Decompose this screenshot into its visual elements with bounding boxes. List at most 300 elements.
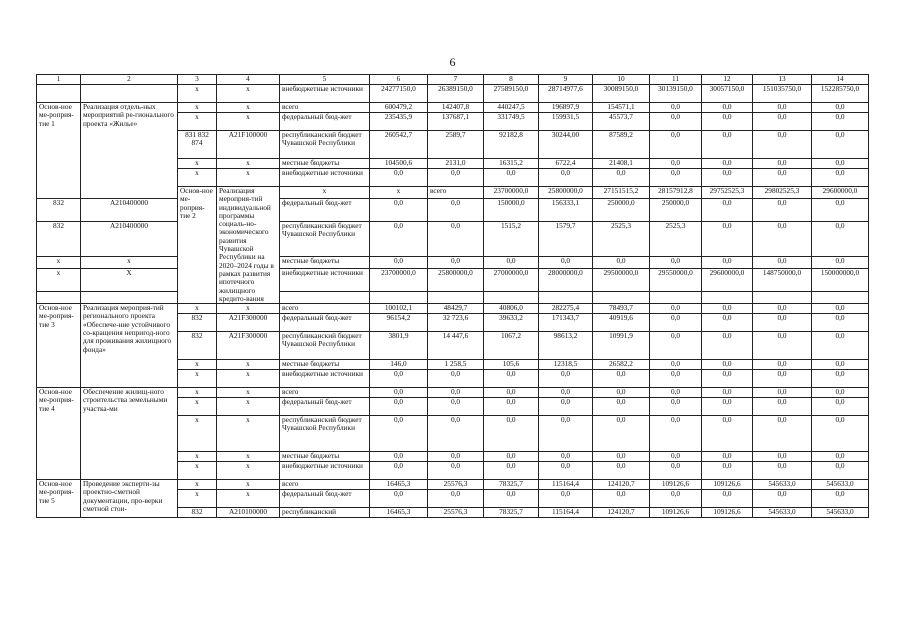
amount-cell: 0,0 [753,113,812,131]
header-cell: 13 [753,75,812,85]
budget-code-cell: x [217,85,280,103]
funding-source-cell: федеральный бюд-жет [280,398,370,416]
amount-cell: 0,0 [753,314,812,332]
amount-cell: 104500,6 [370,159,428,169]
amount-cell: 0,0 [370,398,428,416]
amount-cell: 0,0 [650,332,702,360]
header-cell: 12 [702,75,753,85]
amount-cell: 25576,3 [428,480,484,490]
budget-code-cell: x [217,480,280,490]
header-cell: 10 [593,75,650,85]
amount-cell: 0,0 [428,452,484,462]
table-row [37,256,869,268]
funding-source-cell: внебюджетные источники [280,169,370,187]
budget-code-cell: x [217,490,280,508]
amount-cell: 0,0 [812,388,869,398]
amount-cell: 0,0 [650,398,702,416]
amount-cell: 250000,0 [593,199,650,221]
amount-cell: 16465,3 [370,508,428,518]
activity-label-cell: Основ-ное ме-роприя-тие 3 [37,304,81,388]
amount-cell: 0,0 [812,304,869,314]
amount-cell: 137687,1 [428,113,484,131]
table-row [37,199,869,221]
amount-cell: 0,0 [812,332,869,360]
amount-cell: 98613,2 [539,332,593,360]
amount-cell: 0,0 [753,462,812,480]
amount-cell: 16465,3 [370,480,428,490]
page-number: 6 [449,55,456,69]
amount-cell: 32 723,6 [428,314,484,332]
funding-source-cell: республиканский бюджет Чувашской Республики [280,131,370,159]
amount-cell: 27589150,0 [484,85,539,103]
header-cell: 14 [812,75,869,85]
amount-cell: 0,0 [753,452,812,462]
amount-cell: 29550000,0 [650,269,702,291]
amount-cell: 25576,3 [428,508,484,518]
admin-code-cell: 832 [37,199,81,221]
budget-code-cell: x [217,103,280,113]
funding-source-cell: всего [280,103,370,113]
amount-cell: 331749,5 [484,113,539,131]
amount-cell: 171343,7 [539,314,593,332]
admin-code-cell: x [178,159,217,169]
admin-code-cell [37,291,81,304]
amount-cell: 27151515,2 [593,187,650,199]
amount-cell: 0,0 [753,221,812,256]
admin-code-cell: x [178,480,217,490]
amount-cell: 0,0 [428,388,484,398]
amount-cell: 0,0 [370,462,428,480]
amount-cell: 156333,1 [539,199,593,221]
amount-cell: 14 447,6 [428,332,484,360]
amount-cell: 30089150,0 [593,85,650,103]
header-cell: 4 [217,75,280,85]
amount-cell: 3801,9 [370,332,428,360]
amount-cell: 0,0 [753,490,812,508]
amount-cell: 0,0 [812,360,869,370]
admin-code-cell: 832 [37,221,81,256]
admin-code-cell: 832 [178,508,217,518]
amount-cell: 0,0 [753,370,812,388]
amount-cell: 0,0 [539,462,593,480]
amount-cell: 78325,7 [484,480,539,490]
admin-code-cell: x [178,169,217,187]
amount-cell: 0,0 [753,103,812,113]
amount-cell: 0,0 [702,388,753,398]
amount-cell: 105,6 [484,360,539,370]
amount-cell: 0,0 [539,416,593,452]
amount-cell: 1515,2 [484,221,539,256]
budget-code-cell: x [217,462,280,480]
amount-cell: 0,0 [702,256,753,268]
amount-cell: 26582,2 [593,360,650,370]
amount-cell: 30244,00 [539,131,593,159]
admin-code-cell: x [280,187,370,199]
amount-cell [753,291,812,304]
amount-cell: 124120,7 [593,508,650,518]
admin-code-cell: 832 [178,332,217,360]
amount-cell: 0,0 [753,360,812,370]
amount-cell [812,291,869,304]
amount-cell: 0,0 [539,169,593,187]
amount-cell: 0,0 [753,332,812,360]
amount-cell: 0,0 [812,159,869,169]
table-row [37,291,869,304]
amount-cell: 0,0 [753,304,812,314]
admin-code-cell: x [178,398,217,416]
amount-cell: 0,0 [484,490,539,508]
admin-code-cell: x [37,269,81,291]
funding-source-cell: всего [280,480,370,490]
funding-source-cell: внебюджетные источники [280,462,370,480]
funding-source-cell: федеральный бюд-жет [280,314,370,332]
amount-cell [428,291,484,304]
amount-cell: 0,0 [702,314,753,332]
amount-cell: 0,0 [484,398,539,416]
amount-cell: 0,0 [812,221,869,256]
amount-cell [650,291,702,304]
table-row [37,269,869,291]
amount-cell: 10991,9 [593,332,650,360]
amount-cell: 45573,7 [593,113,650,131]
amount-cell: 2131,0 [428,159,484,169]
amount-cell: 1579,7 [539,221,593,256]
amount-cell: 0,0 [812,398,869,416]
amount-cell: 142407,8 [428,103,484,113]
admin-code-cell: x [178,304,217,314]
amount-cell: 0,0 [593,490,650,508]
funding-source-cell: внебюджетные источники [280,269,370,291]
amount-cell: 0,0 [650,103,702,113]
amount-cell: 0,0 [650,416,702,452]
amount-cell: 25800000,0 [539,187,593,199]
amount-cell: 250000,0 [650,199,702,221]
amount-cell: 30139150,0 [650,85,702,103]
amount-cell: 146,0 [370,360,428,370]
admin-code-cell: x [178,360,217,370]
activity-description-cell: Реализация мероприя-тий регионального проекта «Обеспече-ние устойчивого со-кращения непригод-ного для проживания жилищного фонда» [81,304,178,388]
amount-cell: 0,0 [650,304,702,314]
amount-cell: 2525,3 [593,221,650,256]
admin-code-cell: x [178,85,217,103]
budget-code-cell: x [217,304,280,314]
amount-cell: 0,0 [370,169,428,187]
amount-cell: 28714977,6 [539,85,593,103]
amount-cell: 1 258,5 [428,360,484,370]
admin-code-cell: x [178,370,217,388]
amount-cell: 115164,4 [539,480,593,490]
amount-cell: 0,0 [702,360,753,370]
table-row [37,388,869,398]
amount-cell: 545633,0 [812,508,869,518]
funding-source-cell: республиканский [280,508,370,518]
amount-cell: 0,0 [702,370,753,388]
amount-cell: 150000000,0 [812,269,869,291]
amount-cell: 0,0 [702,221,753,256]
amount-cell: 0,0 [650,314,702,332]
amount-cell: 0,0 [484,256,539,268]
amount-cell [593,291,650,304]
amount-cell: 0,0 [702,113,753,131]
amount-cell: 0,0 [593,169,650,187]
amount-cell: 545633,0 [753,508,812,518]
table-row [37,85,869,103]
amount-cell: 0,0 [650,360,702,370]
amount-cell: 0,0 [593,370,650,388]
amount-cell: 96154,2 [370,314,428,332]
amount-cell: 0,0 [370,490,428,508]
amount-cell: 0,0 [539,398,593,416]
table-row [37,480,869,490]
amount-cell: 0,0 [812,256,869,268]
amount-cell: 545633,0 [812,480,869,490]
header-cell: 2 [81,75,178,85]
amount-cell: 0,0 [702,490,753,508]
table-row [37,221,869,256]
amount-cell: 0,0 [428,169,484,187]
activity-description-cell: Обеспечение жилищ-ного строительства земельными участка-ми [81,388,178,480]
header-row [37,75,869,85]
amount-cell: 0,0 [753,388,812,398]
amount-cell: 0,0 [753,256,812,268]
amount-cell: 0,0 [812,199,869,221]
amount-cell: 40806,0 [484,304,539,314]
amount-cell: 29752525,3 [702,187,753,199]
header-cell: 11 [650,75,702,85]
amount-cell: 21408,1 [593,159,650,169]
budget-code-cell: x [217,159,280,169]
amount-cell: 0,0 [484,452,539,462]
amount-cell: 0,0 [370,452,428,462]
amount-cell: 260542,7 [370,131,428,159]
header-cell: 8 [484,75,539,85]
amount-cell: 0,0 [812,370,869,388]
amount-cell: 440247,5 [484,103,539,113]
budget-code-cell: A21F300000 [217,332,280,360]
amount-cell: 0,0 [650,113,702,131]
amount-cell: 0,0 [428,221,484,256]
funding-source-cell: местные бюджеты [280,360,370,370]
amount-cell: 0,0 [650,452,702,462]
budget-code-cell: x [217,169,280,187]
amount-cell: 196897,9 [539,103,593,113]
budget-code-cell: A21F300000 [217,314,280,332]
amount-cell: 0,0 [593,416,650,452]
amount-cell: 0,0 [812,113,869,131]
amount-cell: 0,0 [484,462,539,480]
amount-cell: 0,0 [650,256,702,268]
amount-cell: 0,0 [593,462,650,480]
amount-cell: 29802525,3 [753,187,812,199]
funding-source-cell: местные бюджеты [280,159,370,169]
budget-code-cell [81,291,178,304]
amount-cell: 78493,7 [593,304,650,314]
funding-source-cell: внебюджетные источники [280,85,370,103]
amount-cell: 0,0 [428,370,484,388]
activity-label-cell [37,85,81,103]
amount-cell: 0,0 [428,416,484,452]
amount-cell: 124120,7 [593,480,650,490]
funding-source-cell: федеральный бюд-жет [280,199,370,221]
amount-cell: 78325,7 [484,508,539,518]
amount-cell: 0,0 [650,462,702,480]
amount-cell: 28157912,8 [650,187,702,199]
admin-code-cell: x [178,416,217,452]
table-row [37,304,869,314]
funding-source-cell: республиканский бюджет Чувашской Республики [280,332,370,360]
header-cell: 6 [370,75,428,85]
admin-code-cell: x [178,388,217,398]
budget-code-cell: A210100000 [217,508,280,518]
amount-cell: 2589,7 [428,131,484,159]
amount-cell: 0,0 [539,452,593,462]
amount-cell: 0,0 [650,490,702,508]
header-cell: 3 [178,75,217,85]
amount-cell: 0,0 [428,462,484,480]
amount-cell: 0,0 [650,169,702,187]
budget-code-cell: A21F100000 [217,131,280,159]
amount-cell: 0,0 [812,462,869,480]
budget-code-cell: x [217,370,280,388]
amount-cell: 0,0 [650,159,702,169]
amount-cell [370,291,428,304]
amount-cell: 26389150,0 [428,85,484,103]
budget-code-cell: A210400000 [81,199,178,221]
amount-cell: 150000,0 [484,199,539,221]
activity-label-cell: Основ-ное ме-роприя-тие 5 [37,480,81,518]
amount-cell: 0,0 [428,256,484,268]
amount-cell: 16315,2 [484,159,539,169]
amount-cell: 0,0 [702,462,753,480]
amount-cell [484,291,539,304]
amount-cell: 154571,1 [593,103,650,113]
amount-cell: 282275,4 [539,304,593,314]
funding-source-cell: федеральный бюд-жет [280,490,370,508]
amount-cell: 0,0 [593,388,650,398]
amount-cell: 0,0 [812,131,869,159]
amount-cell: 0,0 [539,490,593,508]
amount-cell: 25800000,0 [428,269,484,291]
activity-description-cell: Реализация отдель-ных мероприятий ре-гионального проекта «Жилье» [81,103,178,199]
amount-cell: 109126,6 [650,508,702,518]
budget-code-cell: x [81,256,178,268]
admin-code-cell: x [178,113,217,131]
amount-cell: 600479,2 [370,103,428,113]
amount-cell: 0,0 [702,131,753,159]
budget-code-cell: x [217,452,280,462]
amount-cell: 0,0 [650,131,702,159]
funding-source-cell: всего [428,187,484,199]
amount-cell: 100102,1 [370,304,428,314]
amount-cell: 0,0 [753,169,812,187]
activity-label-cell: Основ-ное ме-роприя-тие 4 [37,388,81,480]
amount-cell: 28000000,0 [539,269,593,291]
budget-code-cell: A210400000 [81,221,178,256]
amount-cell: 115164,4 [539,508,593,518]
amount-cell: 0,0 [812,103,869,113]
amount-cell: 39633,2 [484,314,539,332]
funding-source-cell [280,291,370,304]
amount-cell: 151035750,0 [753,85,812,103]
funding-source-cell: местные бюджеты [280,452,370,462]
amount-cell: 12318,5 [539,360,593,370]
amount-cell: 87589,2 [593,131,650,159]
admin-code-cell: 832 [178,314,217,332]
amount-cell: 0,0 [702,159,753,169]
amount-cell: 152285750,0 [812,85,869,103]
amount-cell: 0,0 [370,416,428,452]
amount-cell: 109126,6 [702,480,753,490]
amount-cell: 29600000,0 [702,269,753,291]
amount-cell: 159931,5 [539,113,593,131]
amount-cell: 545633,0 [753,480,812,490]
amount-cell: 0,0 [702,398,753,416]
amount-cell: 0,0 [650,370,702,388]
funding-source-cell: внебюджетные источники [280,370,370,388]
amount-cell: 0,0 [702,169,753,187]
amount-cell: 0,0 [812,490,869,508]
amount-cell: 0,0 [702,199,753,221]
budget-code-cell: x [217,113,280,131]
amount-cell: 27000000,0 [484,269,539,291]
amount-cell: 0,0 [593,452,650,462]
funding-source-cell: местные бюджеты [280,256,370,268]
amount-cell: 0,0 [812,314,869,332]
amount-cell: 0,0 [484,169,539,187]
amount-cell: 0,0 [702,416,753,452]
funding-source-cell: республиканский бюджет Чувашской Республики [280,416,370,452]
admin-code-cell: x [37,256,81,268]
admin-code-cell: x [178,490,217,508]
amount-cell: 0,0 [812,452,869,462]
amount-cell: 0,0 [539,256,593,268]
amount-cell [702,291,753,304]
activity-label-cell: Основ-ное ме-роприя-тие 2 [178,187,217,304]
amount-cell: 0,0 [702,452,753,462]
amount-cell: 0,0 [539,370,593,388]
amount-cell: 0,0 [593,256,650,268]
header-cell: 5 [280,75,370,85]
amount-cell: 0,0 [370,199,428,221]
amount-cell: 0,0 [428,199,484,221]
admin-code-cell: x [178,452,217,462]
budget-code-cell: x [217,416,280,452]
amount-cell: 0,0 [753,416,812,452]
amount-cell: 0,0 [484,416,539,452]
amount-cell: 0,0 [812,169,869,187]
amount-cell: 0,0 [484,388,539,398]
amount-cell [539,291,593,304]
budget-code-cell: x [217,398,280,416]
amount-cell: 40919,6 [593,314,650,332]
budget-code-cell: x [217,360,280,370]
header-cell: 7 [428,75,484,85]
amount-cell: 0,0 [370,370,428,388]
funding-source-cell: федеральный бюд-жет [280,113,370,131]
amount-cell: 148750000,0 [753,269,812,291]
header-cell: 1 [37,75,81,85]
amount-cell: 2525,3 [650,221,702,256]
admin-code-cell: 831 832 874 [178,131,217,159]
budget-code-cell: X [81,269,178,291]
amount-cell: 30057150,0 [702,85,753,103]
amount-cell: 0,0 [753,131,812,159]
amount-cell: 109126,6 [702,508,753,518]
amount-cell: 0,0 [428,490,484,508]
amount-cell: 0,0 [428,398,484,416]
amount-cell: 0,0 [370,388,428,398]
table-body [37,75,869,518]
